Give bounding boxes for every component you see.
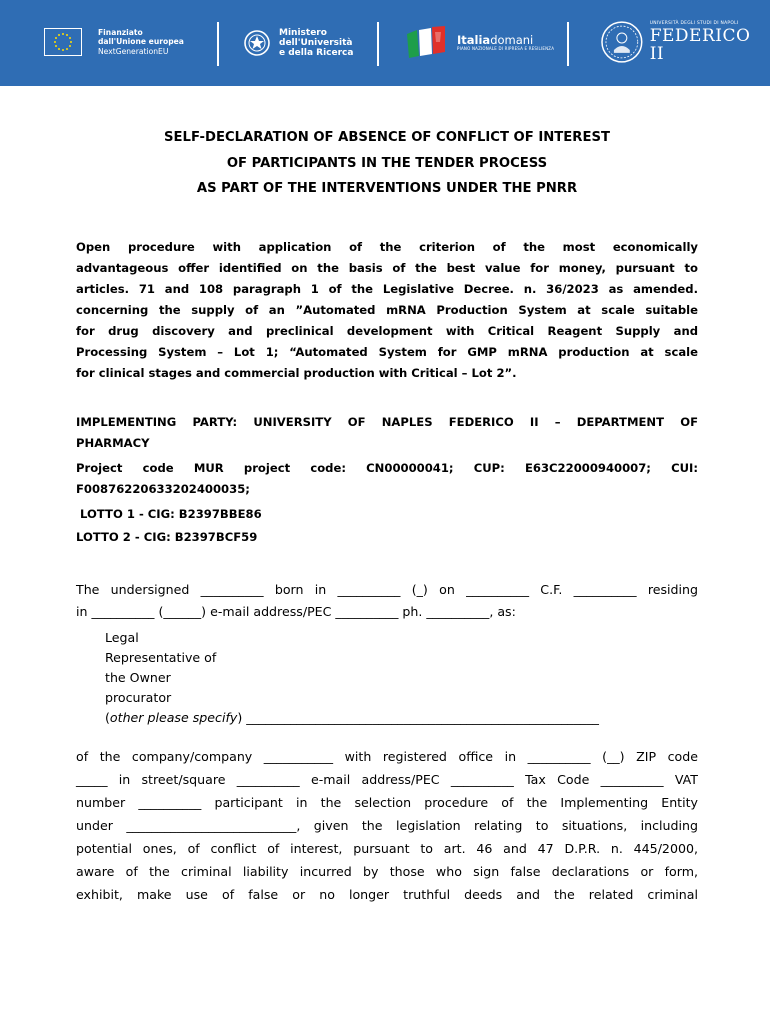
procedure-line: for clinical stages and commercial production with Critical – Lot 2”. [76, 366, 517, 380]
eu-flag-icon [44, 28, 82, 56]
university-seal-icon [600, 20, 644, 64]
federico-small-text: UNIVERSITÀ DEGLI STUDI DI NAPOLI [649, 21, 739, 26]
company-line: number __________ participant in the selection procedure of the Implementing Entity [76, 795, 698, 810]
document-title [76, 125, 698, 202]
role-options [105, 628, 599, 728]
eu-funding-logo [44, 28, 184, 56]
option-other [105, 708, 599, 728]
undersigned-paragraph [76, 579, 698, 623]
procedure-line: articles. 71 and 108 paragraph 1 of the Legislative Decree. n. 36/2023 as amended. [76, 282, 698, 296]
title-line-1: SELF-DECLARATION OF ABSENCE OF CONFLICT OF INTEREST [164, 130, 610, 145]
procedure-line: Open procedure with application of the criterion of the most economically [76, 240, 698, 254]
header-banner [0, 0, 770, 86]
company-line: potential ones, of conflict of interest, pursuant to art. 46 and 47 D.P.R. n. 445/2000, [76, 841, 698, 856]
italia-flag-icon [405, 24, 451, 60]
project-code [76, 458, 698, 500]
option-other-open: ( [105, 710, 110, 725]
federico-ii-logo [600, 20, 770, 64]
company-paragraph [76, 745, 698, 906]
procedure-line: concerning the supply of an ”Automated mRNA Production System at scale suitable [76, 303, 698, 317]
implementing-party [76, 412, 698, 454]
header-divider [217, 22, 219, 66]
project-line-1: Project code MUR project code: CN00000041; CUP: E63C22000940007; CUI: [76, 461, 698, 475]
company-line: of the company/company ___________ with registered office in __________ (__) ZIP code [76, 749, 698, 764]
lot-1-cig: LOTTO 1 - CIG: B2397BBE86 [76, 507, 262, 521]
procedure-line: for drug discovery and preclinical development with Critical Reagent Supply and [76, 324, 698, 338]
option-legal: Legal [105, 630, 139, 645]
party-line-1: IMPLEMENTING PARTY: UNIVERSITY OF NAPLES FEDERICO II – DEPARTMENT OF [76, 415, 698, 429]
title-line-2: OF PARTICIPANTS IN THE TENDER PROCESS [226, 155, 548, 171]
lot-2-cig: LOTTO 2 - CIG: B2397BCF59 [76, 530, 258, 544]
party-line-2: PHARMACY [76, 436, 150, 450]
option-other-italic: other please specify [109, 710, 238, 725]
italia-name-a: Italia [457, 32, 491, 47]
federico-big-text: FEDERICO II [649, 26, 751, 64]
eu-line-3: NextGenerationEU [98, 46, 169, 56]
mur-line-2: dell'Università [279, 38, 353, 48]
option-representative: Representative of [105, 650, 217, 665]
project-line-2: F00876220633202400035; [76, 482, 250, 496]
title-line-3: AS PART OF THE INTERVENTIONS UNDER THE PNRR [196, 181, 578, 196]
procedure-line: advantageous offer identified on the basis of the best value for money, pursuant to [76, 261, 698, 275]
company-line: _____ in street/square __________ e-mail address/PEC __________ Tax Code __________ VAT [76, 772, 698, 787]
option-owner: the Owner [105, 670, 171, 685]
option-other-rest: ) ________________________________________________________ [237, 710, 599, 725]
company-line: aware of the criminal liability incurred by those who sign false declarations or form, [76, 864, 698, 879]
procedure-paragraph [76, 237, 698, 384]
mur-line-1: Ministero [279, 28, 327, 38]
company-line: under ___________________________, given the legislation relating to situations, including [76, 818, 698, 833]
undersigned-line-1: The undersigned __________ born in __________ (_) on __________ C.F. __________ residing [76, 582, 698, 597]
header-divider [377, 22, 379, 66]
italia-domani-logo [405, 24, 554, 60]
undersigned-line-2: in __________ (______) e-mail address/PEC __________ ph. __________, as: [76, 604, 516, 619]
italian-emblem-icon [243, 28, 271, 58]
mur-line-3: e della Ricerca [279, 48, 354, 58]
eu-line-1: Finanziato [98, 28, 143, 38]
header-divider [567, 22, 569, 66]
mur-logo [243, 28, 353, 58]
eu-line-2: dall'Unione europea [98, 37, 184, 47]
company-line: exhibit, make use of false or no longer truthful deeds and the related criminal [76, 887, 698, 902]
option-procurator: procurator [105, 690, 172, 705]
italia-name-b: domani [490, 32, 534, 47]
italia-subtitle: PIANO NAZIONALE DI RIPRESA E RESILIENZA [457, 45, 555, 51]
procedure-line: Processing System – Lot 1; “Automated System for GMP mRNA production at scale [76, 345, 698, 359]
